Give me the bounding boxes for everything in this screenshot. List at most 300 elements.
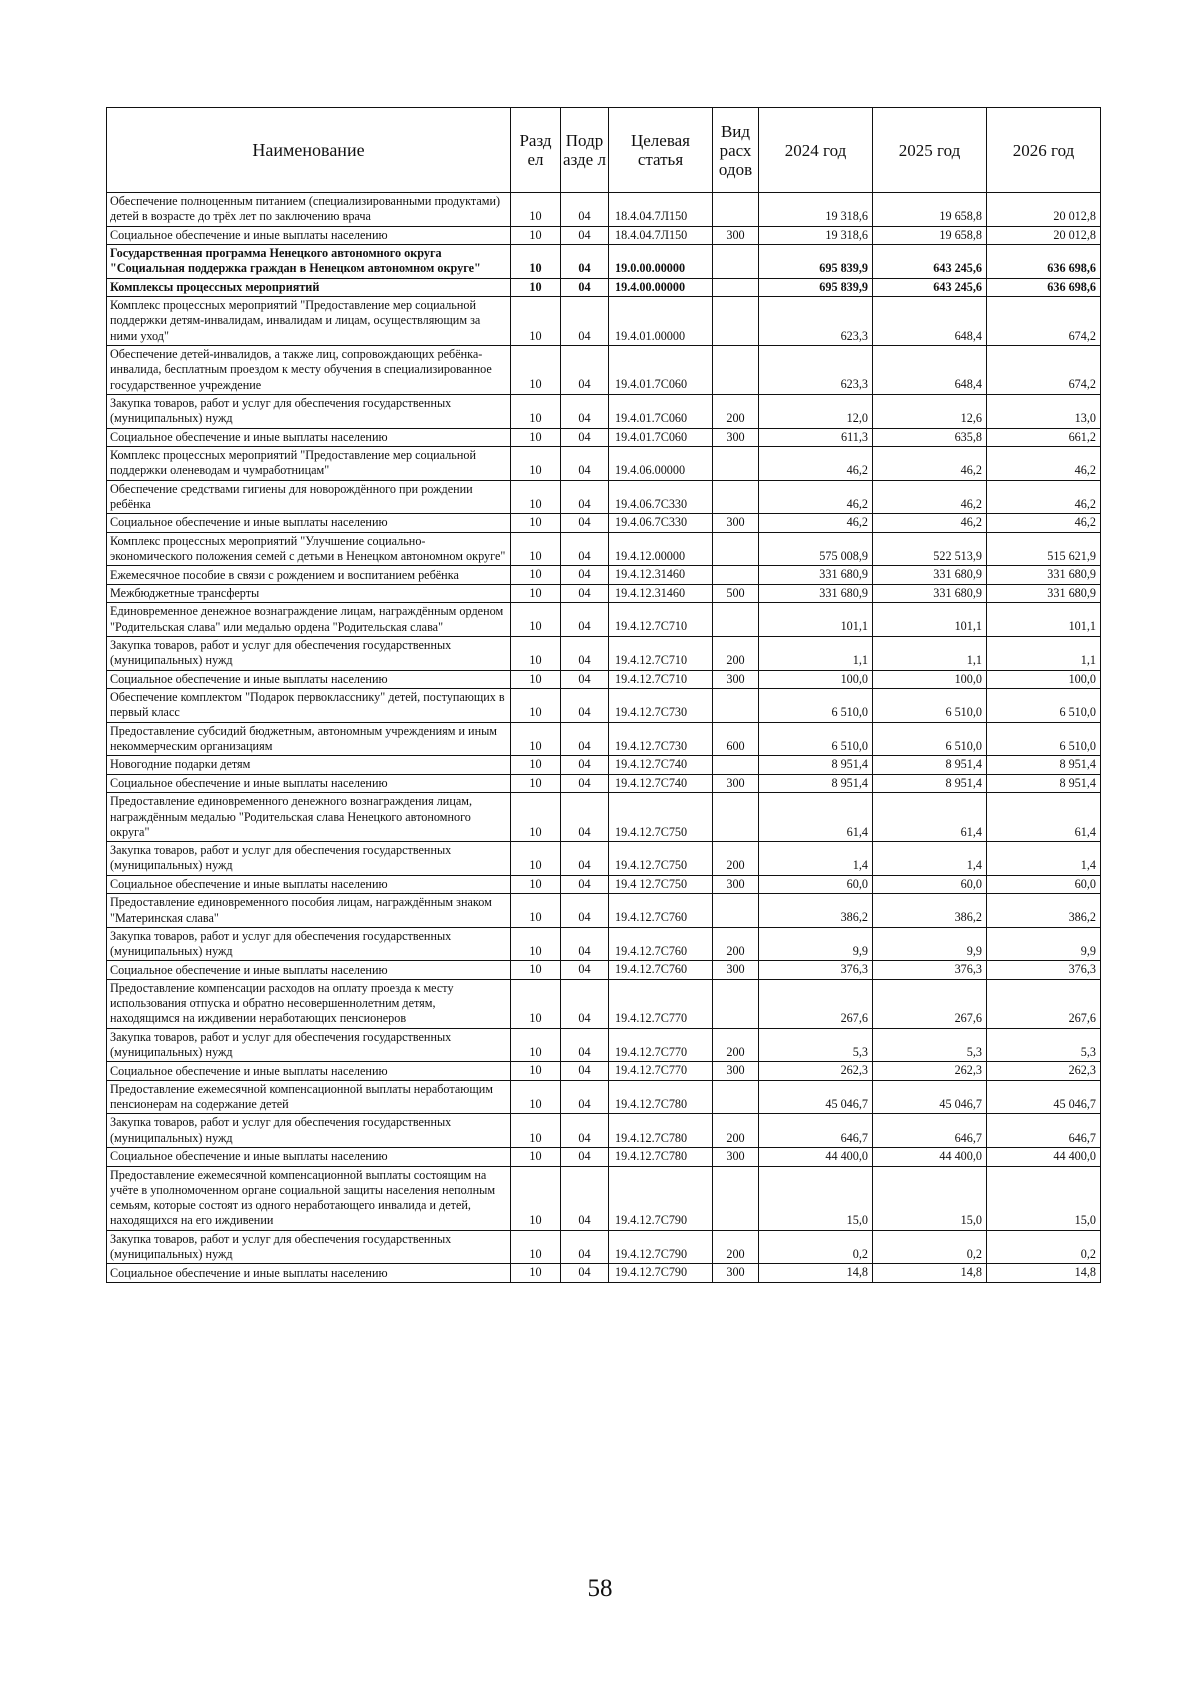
cell-target-article: 19.4.12.7С750	[609, 842, 713, 876]
cell-amount-2024: 386,2	[759, 894, 873, 928]
cell-section: 10	[511, 532, 561, 566]
cell-expense-type	[713, 979, 759, 1028]
cell-target-article: 19.4.12.7С780	[609, 1114, 713, 1148]
cell-amount-2024: 695 839,9	[759, 278, 873, 297]
cell-expense-type	[713, 894, 759, 928]
cell-amount-2026: 6 510,0	[987, 689, 1101, 723]
header-expense-type: Вид расх одов	[713, 108, 759, 193]
cell-amount-2024: 623,3	[759, 297, 873, 346]
cell-expense-type: 200	[713, 1114, 759, 1148]
cell-amount-2024: 6 510,0	[759, 722, 873, 756]
cell-target-article: 19.4.12.7С790	[609, 1166, 713, 1230]
cell-section: 10	[511, 636, 561, 670]
cell-expense-type	[713, 447, 759, 481]
cell-name: Государственная программа Ненецкого автономного округа "Социальная поддержка граждан в Ненецком автономном округе"	[107, 245, 511, 279]
cell-name: Социальное обеспечение и иные выплаты населению	[107, 1264, 511, 1283]
cell-amount-2026: 331 680,9	[987, 566, 1101, 585]
table-row	[107, 774, 1101, 793]
table-row	[107, 584, 1101, 603]
cell-subsection: 04	[561, 603, 609, 637]
cell-amount-2024: 101,1	[759, 603, 873, 637]
cell-target-article: 19.4.12.7С710	[609, 636, 713, 670]
cell-subsection: 04	[561, 193, 609, 227]
cell-amount-2025: 9,9	[873, 927, 987, 961]
cell-amount-2026: 1,4	[987, 842, 1101, 876]
header-year-2026: 2026 год	[987, 108, 1101, 193]
cell-target-article: 18.4.04.7Л150	[609, 193, 713, 227]
page-number: 58	[587, 1575, 613, 1602]
cell-amount-2025: 648,4	[873, 346, 987, 395]
cell-section: 10	[511, 1230, 561, 1264]
cell-expense-type: 300	[713, 670, 759, 689]
table-header-row	[107, 108, 1101, 193]
cell-target-article: 19.4.01.7С060	[609, 428, 713, 447]
cell-name: Закупка товаров, работ и услуг для обеспечения государственных (муниципальных) нужд	[107, 1114, 511, 1148]
table-row	[107, 514, 1101, 533]
cell-expense-type	[713, 193, 759, 227]
cell-subsection: 04	[561, 636, 609, 670]
cell-amount-2024: 46,2	[759, 514, 873, 533]
cell-section: 10	[511, 1166, 561, 1230]
table-row	[107, 603, 1101, 637]
cell-section: 10	[511, 480, 561, 514]
cell-amount-2024: 262,3	[759, 1062, 873, 1081]
cell-target-article: 19.4.01.7С060	[609, 394, 713, 428]
cell-amount-2026: 20 012,8	[987, 226, 1101, 245]
cell-section: 10	[511, 689, 561, 723]
cell-target-article: 19.4.06.00000	[609, 447, 713, 481]
cell-amount-2025: 44 400,0	[873, 1148, 987, 1167]
cell-section: 10	[511, 756, 561, 775]
cell-amount-2025: 635,8	[873, 428, 987, 447]
cell-name: Обеспечение комплектом "Подарок первокласснику" детей, поступающих в первый класс	[107, 689, 511, 723]
cell-amount-2024: 6 510,0	[759, 689, 873, 723]
cell-expense-type	[713, 1080, 759, 1114]
table-row	[107, 1062, 1101, 1081]
table-row	[107, 245, 1101, 279]
cell-amount-2024: 46,2	[759, 480, 873, 514]
cell-amount-2025: 331 680,9	[873, 566, 987, 585]
cell-target-article: 19.4.12.7С780	[609, 1148, 713, 1167]
cell-amount-2025: 262,3	[873, 1062, 987, 1081]
cell-amount-2025: 6 510,0	[873, 722, 987, 756]
cell-expense-type	[713, 346, 759, 395]
cell-amount-2025: 101,1	[873, 603, 987, 637]
cell-subsection: 04	[561, 1230, 609, 1264]
cell-amount-2024: 9,9	[759, 927, 873, 961]
table-row	[107, 722, 1101, 756]
cell-subsection: 04	[561, 793, 609, 842]
cell-subsection: 04	[561, 226, 609, 245]
cell-subsection: 04	[561, 961, 609, 980]
cell-amount-2024: 19 318,6	[759, 226, 873, 245]
cell-name: Социальное обеспечение и иные выплаты населению	[107, 1062, 511, 1081]
table-row	[107, 894, 1101, 928]
cell-name: Обеспечение средствами гигиены для новорождённого при рождении ребёнка	[107, 480, 511, 514]
cell-amount-2025: 331 680,9	[873, 584, 987, 603]
cell-target-article: 19.4.12.7С710	[609, 603, 713, 637]
cell-target-article: 19.4.06.7С330	[609, 514, 713, 533]
table-row	[107, 278, 1101, 297]
cell-amount-2026: 46,2	[987, 480, 1101, 514]
cell-target-article: 19.4 12.7С750	[609, 875, 713, 894]
cell-amount-2024: 15,0	[759, 1166, 873, 1230]
cell-amount-2024: 575 008,9	[759, 532, 873, 566]
cell-section: 10	[511, 193, 561, 227]
cell-name: Комплексы процессных мероприятий	[107, 278, 511, 297]
cell-subsection: 04	[561, 979, 609, 1028]
cell-amount-2025: 46,2	[873, 480, 987, 514]
cell-subsection: 04	[561, 278, 609, 297]
cell-amount-2024: 8 951,4	[759, 774, 873, 793]
cell-expense-type	[713, 756, 759, 775]
cell-amount-2025: 100,0	[873, 670, 987, 689]
table-row	[107, 1230, 1101, 1264]
cell-section: 10	[511, 722, 561, 756]
cell-expense-type: 200	[713, 636, 759, 670]
cell-amount-2026: 267,6	[987, 979, 1101, 1028]
cell-expense-type	[713, 603, 759, 637]
cell-name: Межбюджетные трансферты	[107, 584, 511, 603]
cell-name: Предоставление ежемесячной компенсационной выплаты неработающим пенсионерам на содержание детей	[107, 1080, 511, 1114]
table-row	[107, 927, 1101, 961]
cell-amount-2025: 19 658,8	[873, 193, 987, 227]
cell-amount-2024: 331 680,9	[759, 566, 873, 585]
cell-target-article: 19.4.12.7С760	[609, 894, 713, 928]
cell-section: 10	[511, 979, 561, 1028]
cell-subsection: 04	[561, 774, 609, 793]
budget-table	[106, 107, 1101, 1283]
cell-subsection: 04	[561, 689, 609, 723]
cell-amount-2024: 100,0	[759, 670, 873, 689]
header-name: Наименование	[107, 108, 511, 193]
cell-subsection: 04	[561, 532, 609, 566]
cell-amount-2026: 8 951,4	[987, 756, 1101, 775]
cell-section: 10	[511, 927, 561, 961]
cell-expense-type: 300	[713, 514, 759, 533]
cell-amount-2024: 61,4	[759, 793, 873, 842]
cell-expense-type	[713, 566, 759, 585]
cell-target-article: 19.4.12.7С750	[609, 793, 713, 842]
header-year-2025: 2025 год	[873, 108, 987, 193]
cell-amount-2026: 636 698,6	[987, 245, 1101, 279]
table-row	[107, 346, 1101, 395]
cell-subsection: 04	[561, 245, 609, 279]
cell-target-article: 19.4.12.7С740	[609, 756, 713, 775]
cell-expense-type: 200	[713, 394, 759, 428]
table-row	[107, 428, 1101, 447]
cell-expense-type: 500	[713, 584, 759, 603]
cell-subsection: 04	[561, 1062, 609, 1081]
cell-subsection: 04	[561, 875, 609, 894]
cell-target-article: 19.4.12.7С760	[609, 927, 713, 961]
table-row	[107, 1264, 1101, 1283]
table-row	[107, 636, 1101, 670]
cell-amount-2024: 376,3	[759, 961, 873, 980]
cell-amount-2026: 20 012,8	[987, 193, 1101, 227]
cell-amount-2025: 8 951,4	[873, 756, 987, 775]
cell-amount-2026: 674,2	[987, 297, 1101, 346]
cell-amount-2026: 60,0	[987, 875, 1101, 894]
cell-amount-2026: 45 046,7	[987, 1080, 1101, 1114]
table-row	[107, 193, 1101, 227]
cell-amount-2026: 8 951,4	[987, 774, 1101, 793]
cell-name: Предоставление единовременного пособия лицам, награждённым знаком "Материнская слава"	[107, 894, 511, 928]
cell-target-article: 19.4.12.7С770	[609, 979, 713, 1028]
cell-target-article: 19.4.12.7С730	[609, 689, 713, 723]
cell-section: 10	[511, 297, 561, 346]
cell-expense-type	[713, 245, 759, 279]
cell-subsection: 04	[561, 428, 609, 447]
cell-section: 10	[511, 346, 561, 395]
cell-amount-2024: 19 318,6	[759, 193, 873, 227]
cell-section: 10	[511, 875, 561, 894]
table-row	[107, 670, 1101, 689]
cell-target-article: 19.4.12.7С730	[609, 722, 713, 756]
cell-expense-type	[713, 793, 759, 842]
cell-expense-type: 300	[713, 1062, 759, 1081]
cell-amount-2026: 0,2	[987, 1230, 1101, 1264]
cell-amount-2024: 267,6	[759, 979, 873, 1028]
cell-expense-type	[713, 278, 759, 297]
cell-subsection: 04	[561, 447, 609, 481]
cell-section: 10	[511, 1062, 561, 1081]
cell-name: Закупка товаров, работ и услуг для обеспечения государственных (муниципальных) нужд	[107, 927, 511, 961]
cell-amount-2024: 331 680,9	[759, 584, 873, 603]
cell-amount-2024: 45 046,7	[759, 1080, 873, 1114]
cell-name: Комплекс процессных мероприятий "Улучшение социально-экономического положения семей с детьми в Ненецком автономном округе"	[107, 532, 511, 566]
cell-amount-2026: 331 680,9	[987, 584, 1101, 603]
cell-section: 10	[511, 278, 561, 297]
cell-expense-type	[713, 480, 759, 514]
cell-target-article: 19.4.12.31460	[609, 584, 713, 603]
cell-amount-2025: 46,2	[873, 514, 987, 533]
header-subsection: Подр азде л	[561, 108, 609, 193]
cell-target-article: 19.4.06.7С330	[609, 480, 713, 514]
cell-section: 10	[511, 1148, 561, 1167]
header-article: Целевая статья	[609, 108, 713, 193]
cell-expense-type: 200	[713, 1028, 759, 1062]
cell-amount-2024: 646,7	[759, 1114, 873, 1148]
cell-target-article: 19.4.12.7С710	[609, 670, 713, 689]
table-row	[107, 532, 1101, 566]
table-row	[107, 1114, 1101, 1148]
cell-section: 10	[511, 514, 561, 533]
cell-subsection: 04	[561, 670, 609, 689]
cell-amount-2025: 6 510,0	[873, 689, 987, 723]
cell-target-article: 19.4.12.7С770	[609, 1062, 713, 1081]
cell-name: Предоставление субсидий бюджетным, автономным учреждениям и иным некоммерческим организациям	[107, 722, 511, 756]
cell-amount-2025: 1,1	[873, 636, 987, 670]
cell-name: Социальное обеспечение и иные выплаты населению	[107, 428, 511, 447]
cell-amount-2024: 60,0	[759, 875, 873, 894]
cell-target-article: 19.4.01.00000	[609, 297, 713, 346]
cell-amount-2026: 9,9	[987, 927, 1101, 961]
table-row	[107, 447, 1101, 481]
cell-amount-2026: 636 698,6	[987, 278, 1101, 297]
cell-expense-type: 200	[713, 842, 759, 876]
cell-section: 10	[511, 793, 561, 842]
cell-amount-2024: 695 839,9	[759, 245, 873, 279]
cell-expense-type	[713, 1166, 759, 1230]
cell-target-article: 19.0.00.00000	[609, 245, 713, 279]
table-row	[107, 756, 1101, 775]
cell-section: 10	[511, 394, 561, 428]
cell-subsection: 04	[561, 566, 609, 585]
cell-expense-type: 300	[713, 1264, 759, 1283]
cell-subsection: 04	[561, 346, 609, 395]
cell-name: Предоставление единовременного денежного вознаграждения лицам, награждённым медалью "Родительская слава Ненецкого автономного округа"	[107, 793, 511, 842]
cell-target-article: 19.4.00.00000	[609, 278, 713, 297]
cell-name: Социальное обеспечение и иные выплаты населению	[107, 961, 511, 980]
cell-name: Предоставление ежемесячной компенсационной выплаты состоящим на учёте в уполномоченном органе социальной защиты населения неполным семьям, которые состоят из одного неработающего инвалида и детей, находящихся на его иждивении	[107, 1166, 511, 1230]
cell-section: 10	[511, 1114, 561, 1148]
cell-name: Социальное обеспечение и иные выплаты населению	[107, 875, 511, 894]
cell-expense-type: 300	[713, 428, 759, 447]
cell-name: Социальное обеспечение и иные выплаты населению	[107, 514, 511, 533]
table-row	[107, 961, 1101, 980]
cell-name: Социальное обеспечение и иные выплаты населению	[107, 226, 511, 245]
cell-section: 10	[511, 842, 561, 876]
cell-amount-2024: 14,8	[759, 1264, 873, 1283]
table-row	[107, 297, 1101, 346]
cell-section: 10	[511, 603, 561, 637]
cell-subsection: 04	[561, 894, 609, 928]
cell-amount-2024: 611,3	[759, 428, 873, 447]
cell-expense-type: 300	[713, 961, 759, 980]
cell-expense-type: 200	[713, 1230, 759, 1264]
cell-subsection: 04	[561, 1148, 609, 1167]
cell-target-article: 18.4.04.7Л150	[609, 226, 713, 245]
cell-target-article: 19.4.12.7С770	[609, 1028, 713, 1062]
cell-amount-2026: 6 510,0	[987, 722, 1101, 756]
cell-section: 10	[511, 1080, 561, 1114]
cell-amount-2025: 1,4	[873, 842, 987, 876]
cell-section: 10	[511, 584, 561, 603]
cell-amount-2026: 61,4	[987, 793, 1101, 842]
cell-name: Обеспечение детей-инвалидов, а также лиц, сопровождающих ребёнка-инвалида, бесплатным проездом к месту обучения в специализированное государственное учреждение	[107, 346, 511, 395]
cell-name: Социальное обеспечение и иные выплаты населению	[107, 1148, 511, 1167]
cell-amount-2025: 19 658,8	[873, 226, 987, 245]
cell-amount-2025: 5,3	[873, 1028, 987, 1062]
cell-amount-2024: 8 951,4	[759, 756, 873, 775]
cell-amount-2025: 643 245,6	[873, 278, 987, 297]
cell-section: 10	[511, 670, 561, 689]
cell-section: 10	[511, 1028, 561, 1062]
cell-amount-2026: 386,2	[987, 894, 1101, 928]
cell-expense-type: 300	[713, 226, 759, 245]
cell-amount-2026: 14,8	[987, 1264, 1101, 1283]
cell-amount-2024: 12,0	[759, 394, 873, 428]
table-row	[107, 1028, 1101, 1062]
table-row	[107, 979, 1101, 1028]
cell-section: 10	[511, 1264, 561, 1283]
table-row	[107, 793, 1101, 842]
cell-name: Новогодние подарки детям	[107, 756, 511, 775]
cell-section: 10	[511, 447, 561, 481]
cell-expense-type: 200	[713, 927, 759, 961]
cell-amount-2026: 15,0	[987, 1166, 1101, 1230]
cell-subsection: 04	[561, 394, 609, 428]
cell-name: Закупка товаров, работ и услуг для обеспечения государственных (муниципальных) нужд	[107, 394, 511, 428]
cell-amount-2025: 46,2	[873, 447, 987, 481]
cell-target-article: 19.4.01.7С060	[609, 346, 713, 395]
cell-amount-2025: 15,0	[873, 1166, 987, 1230]
cell-expense-type	[713, 532, 759, 566]
cell-amount-2024: 44 400,0	[759, 1148, 873, 1167]
cell-expense-type: 300	[713, 875, 759, 894]
table-body	[107, 193, 1101, 1283]
cell-amount-2026: 646,7	[987, 1114, 1101, 1148]
cell-section: 10	[511, 894, 561, 928]
cell-name: Закупка товаров, работ и услуг для обеспечения государственных (муниципальных) нужд	[107, 636, 511, 670]
cell-amount-2025: 45 046,7	[873, 1080, 987, 1114]
cell-target-article: 19.4.12.7С790	[609, 1264, 713, 1283]
table-row	[107, 1080, 1101, 1114]
cell-name: Закупка товаров, работ и услуг для обеспечения государственных (муниципальных) нужд	[107, 1028, 511, 1062]
cell-subsection: 04	[561, 756, 609, 775]
table-row	[107, 394, 1101, 428]
cell-subsection: 04	[561, 514, 609, 533]
cell-target-article: 19.4.12.7С760	[609, 961, 713, 980]
cell-section: 10	[511, 566, 561, 585]
cell-amount-2024: 46,2	[759, 447, 873, 481]
table-row	[107, 480, 1101, 514]
cell-amount-2025: 14,8	[873, 1264, 987, 1283]
cell-amount-2025: 376,3	[873, 961, 987, 980]
cell-subsection: 04	[561, 1114, 609, 1148]
cell-expense-type: 600	[713, 722, 759, 756]
cell-amount-2026: 515 621,9	[987, 532, 1101, 566]
cell-subsection: 04	[561, 842, 609, 876]
cell-amount-2026: 262,3	[987, 1062, 1101, 1081]
cell-amount-2026: 101,1	[987, 603, 1101, 637]
cell-amount-2025: 267,6	[873, 979, 987, 1028]
table-row	[107, 689, 1101, 723]
cell-expense-type: 300	[713, 1148, 759, 1167]
table-row	[107, 1166, 1101, 1230]
cell-amount-2024: 0,2	[759, 1230, 873, 1264]
cell-name: Комплекс процессных мероприятий "Предоставление мер социальной поддержки детям-инвалидам, инвалидам и лицам, осуществляющим за ними уход"	[107, 297, 511, 346]
table-row	[107, 875, 1101, 894]
header-year-2024: 2024 год	[759, 108, 873, 193]
cell-name: Закупка товаров, работ и услуг для обеспечения государственных (муниципальных) нужд	[107, 842, 511, 876]
cell-subsection: 04	[561, 1028, 609, 1062]
table-row	[107, 226, 1101, 245]
cell-target-article: 19.4.12.31460	[609, 566, 713, 585]
cell-amount-2026: 100,0	[987, 670, 1101, 689]
cell-subsection: 04	[561, 297, 609, 346]
cell-amount-2025: 648,4	[873, 297, 987, 346]
cell-name: Комплекс процессных мероприятий "Предоставление мер социальной поддержки оленеводам и чумработницам"	[107, 447, 511, 481]
cell-expense-type: 300	[713, 774, 759, 793]
cell-name: Предоставление компенсации расходов на оплату проезда к месту использования отпуска и обратно несовершеннолетним детям, находящимся на иждивении неработающих пенсионеров	[107, 979, 511, 1028]
cell-amount-2026: 46,2	[987, 447, 1101, 481]
cell-amount-2026: 376,3	[987, 961, 1101, 980]
cell-target-article: 19.4.12.7С780	[609, 1080, 713, 1114]
cell-amount-2026: 1,1	[987, 636, 1101, 670]
table-row	[107, 842, 1101, 876]
cell-name: Обеспечение полноценным питанием (специализированными продуктами) детей в возрасте до трёх лет по заключению врача	[107, 193, 511, 227]
cell-name: Единовременное денежное вознаграждение лицам, награждённым орденом "Родительская слава" или медалью ордена "Родительская слава"	[107, 603, 511, 637]
cell-amount-2024: 623,3	[759, 346, 873, 395]
cell-amount-2024: 1,1	[759, 636, 873, 670]
cell-amount-2024: 5,3	[759, 1028, 873, 1062]
cell-target-article: 19.4.12.7С740	[609, 774, 713, 793]
cell-name: Социальное обеспечение и иные выплаты населению	[107, 670, 511, 689]
cell-amount-2025: 522 513,9	[873, 532, 987, 566]
cell-expense-type	[713, 689, 759, 723]
